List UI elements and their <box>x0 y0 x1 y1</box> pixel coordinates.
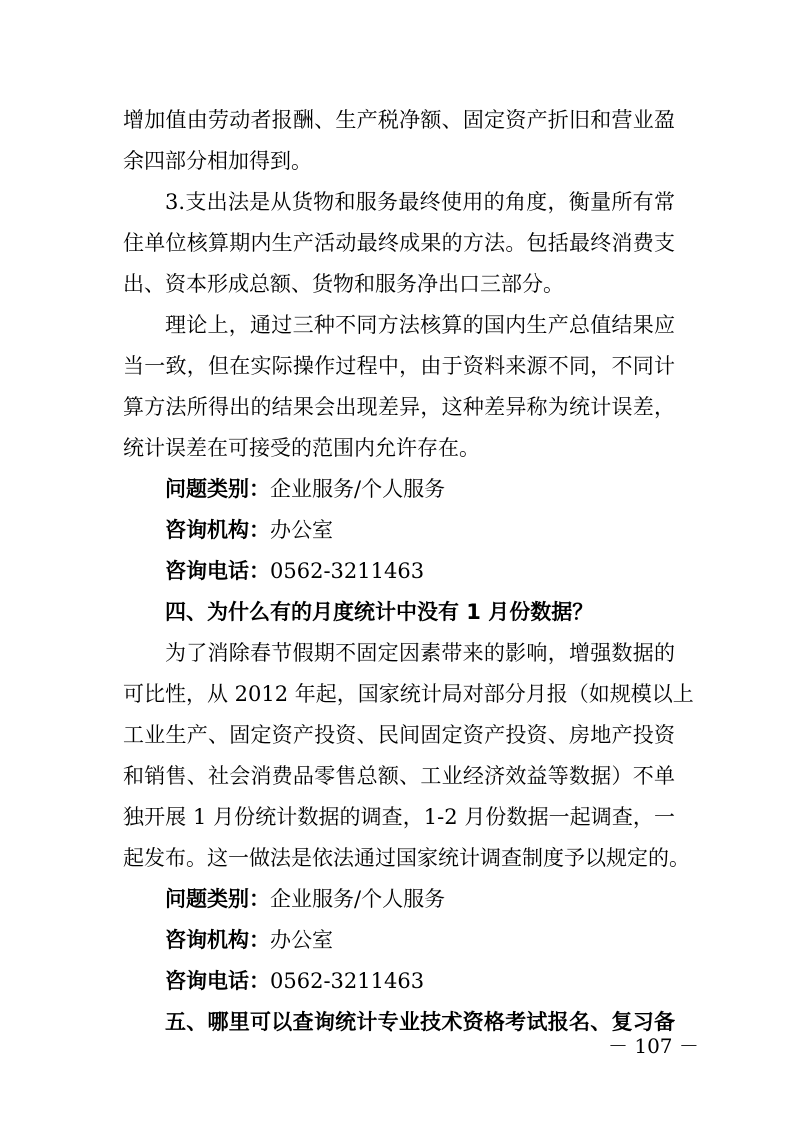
consulting-phone-label: 咨询电话： <box>165 559 270 583</box>
section-heading: 四、为什么有的月度统计中没有 1 月份数据？ <box>165 600 594 624</box>
consulting-phone-label: 咨询电话： <box>165 969 270 993</box>
page-number: － 107 － <box>608 1034 699 1058</box>
body-text-line: 算方法所得出的结果会出现差异，这种差异称为统计误差， <box>123 395 675 419</box>
body-text-line: 增加值由劳动者报酬、生产税净额、固定资产折旧和营业盈 <box>123 108 675 132</box>
consulting-agency-value: 办公室 <box>270 518 333 542</box>
question-category-label: 问题类别： <box>165 477 270 501</box>
body-text-line: 余四部分相加得到。 <box>123 149 312 173</box>
body-text-line: 工业生产、固定资产投资、民间固定资产投资、房地产投资 <box>123 723 675 747</box>
consulting-phone-row <box>165 967 675 995</box>
question-category-row <box>165 475 675 503</box>
body-text-line: 理论上，通过三种不同方法核算的国内生产总值结果应 <box>165 313 675 337</box>
consulting-agency-label: 咨询机构： <box>165 928 270 952</box>
body-text-line: 3.支出法是从货物和服务最终使用的角度，衡量所有常 <box>165 190 675 214</box>
consulting-agency-row <box>165 926 675 954</box>
body-text-line: 住单位核算期内生产活动最终成果的方法。包括最终消费支 <box>123 231 675 255</box>
question-category-value: 企业服务/个人服务 <box>270 887 446 911</box>
body-text-line: 统计误差在可接受的范围内允许存在。 <box>123 436 480 460</box>
consulting-agency-row <box>165 516 675 544</box>
question-category-value: 企业服务/个人服务 <box>270 477 446 501</box>
question-category-label: 问题类别： <box>165 887 270 911</box>
body-text-line: 可比性，从 2012 年起，国家统计局对部分月报（如规模以上 <box>123 682 694 706</box>
body-text-line: 和销售、社会消费品零售总额、工业经济效益等数据）不单 <box>123 764 675 788</box>
body-text-line: 当一致，但在实际操作过程中，由于资料来源不同，不同计 <box>123 354 675 378</box>
question-category-row <box>165 885 675 913</box>
body-text-line: 起发布。这一做法是依法通过国家统计调查制度予以规定的。 <box>123 846 690 870</box>
section-heading: 五、哪里可以查询统计专业技术资格考试报名、复习备 <box>165 1010 675 1034</box>
body-text-line: 出、资本形成总额、货物和服务净出口三部分。 <box>123 272 564 296</box>
consulting-phone-value: 0562-3211463 <box>270 559 425 583</box>
body-text-line: 独开展 1 月份统计数据的调查，1-2 月份数据一起调查，一 <box>123 805 675 829</box>
consulting-phone-row <box>165 557 675 585</box>
consulting-agency-label: 咨询机构： <box>165 518 270 542</box>
body-text-line: 为了消除春节假期不固定因素带来的影响，增强数据的 <box>165 641 675 665</box>
consulting-agency-value: 办公室 <box>270 928 333 952</box>
consulting-phone-value: 0562-3211463 <box>270 969 425 993</box>
